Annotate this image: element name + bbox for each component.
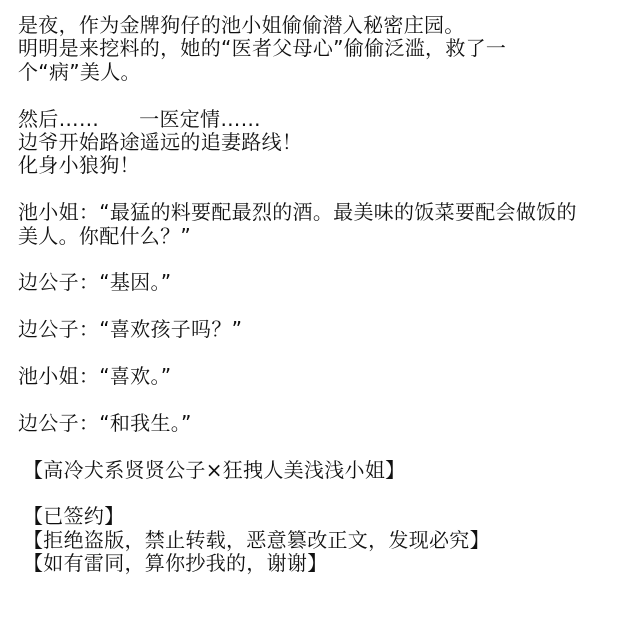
dialogue-line: 边公子：“基因。”	[18, 270, 172, 295]
notice-line: 【已签约】	[23, 504, 125, 529]
text-line: 个“病”美人。	[18, 59, 141, 84]
text-line: 化身小狼狗！	[18, 153, 140, 178]
blank-line	[18, 342, 624, 365]
tagline: 【高冷犬系贤贤公子×狂拽人美浅浅小姐】	[23, 457, 406, 482]
blank-line	[18, 295, 624, 318]
dialogue-line: 池小姐：“最猛的料要配最烈的酒。最美味的饭菜要配会做饭的	[18, 200, 577, 225]
paragraph-intro	[18, 14, 624, 84]
blank-line	[18, 435, 624, 458]
notice-line: 【拒绝盗版，禁止转载，恶意篡改正文，发现必究】	[23, 527, 490, 552]
text-line: 是夜，作为金牌狗仔的池小姐偷偷潜入秘密庄园。	[18, 13, 465, 37]
dialogue-line: 边公子：“和我生。”	[18, 410, 192, 435]
dialogue-line: 美人。你配什么？”	[18, 223, 192, 248]
dialogue-block	[18, 201, 624, 435]
text-line: 然后…… 一医定情……	[18, 106, 261, 131]
blank-line	[18, 482, 624, 505]
notice-line: 【如有雷同，算你抄我的，谢谢】	[23, 551, 328, 576]
paragraph-then	[18, 108, 624, 178]
blank-line	[18, 84, 624, 107]
blank-line	[18, 248, 624, 271]
dialogue-line: 池小姐：“喜欢。”	[18, 364, 172, 389]
blank-line	[18, 388, 624, 411]
blank-line	[18, 178, 624, 201]
text-line: 明明是来挖料的，她的“医者父母心”偷偷泛滥，救了一	[18, 36, 507, 61]
text-line: 边爷开始路途遥远的追妻路线！	[18, 130, 303, 155]
dialogue-line: 边公子：“喜欢孩子吗？”	[18, 317, 243, 342]
notices-block	[18, 505, 624, 575]
